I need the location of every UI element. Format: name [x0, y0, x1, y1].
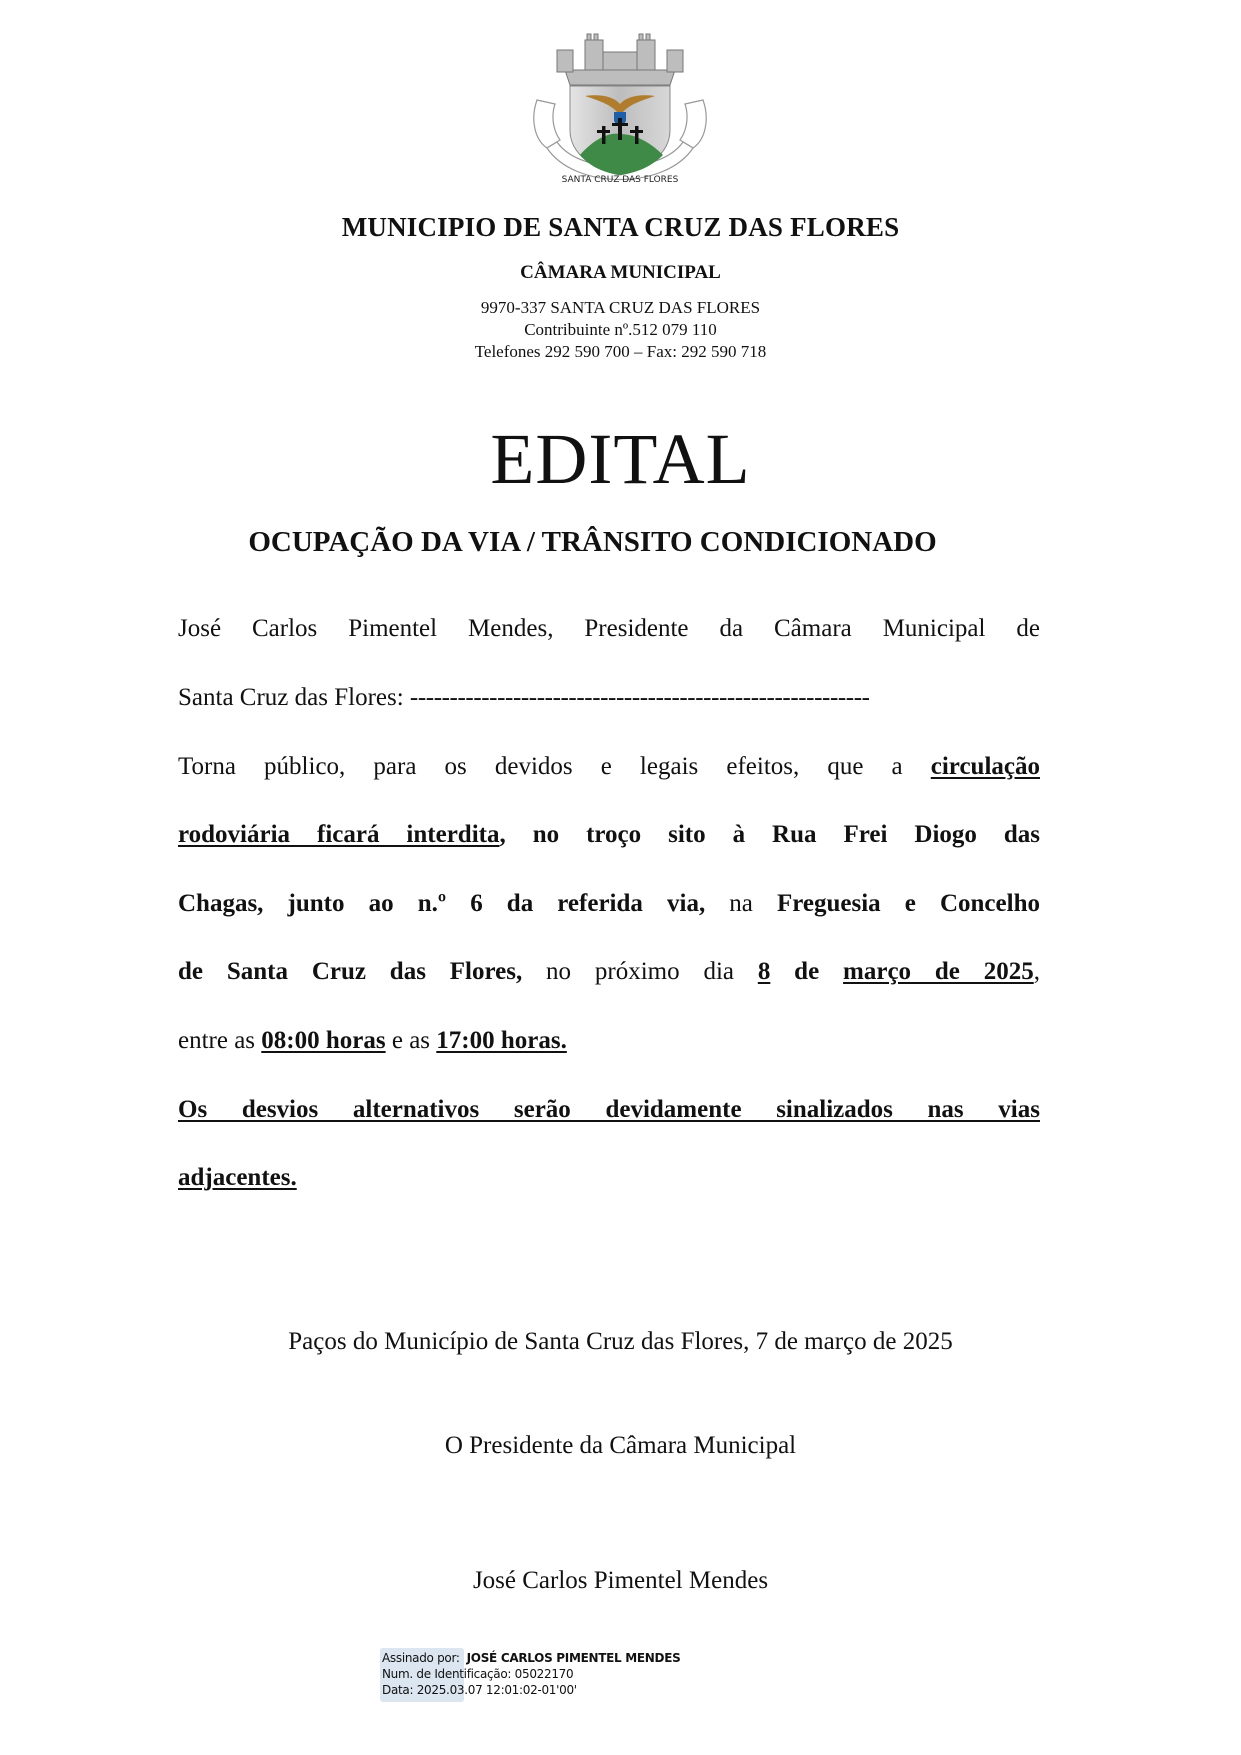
end-time: 17:00 horas. — [436, 1027, 567, 1054]
taxpayer-number: Contribuinte nº.512 079 110 — [524, 320, 717, 339]
signature-signed-by — [382, 1650, 680, 1666]
emphasis-text: de Santa Cruz das Flores, — [178, 958, 523, 985]
municipality-name: MUNICIPIO DE SANTA CRUZ DAS FLORES — [341, 212, 900, 242]
body-line: José Carlos Pimentel Mendes, Presidente da Câmara Municipal de — [178, 615, 1040, 642]
emphasis-day: 8 — [757, 958, 771, 985]
body-text: e as — [385, 1027, 437, 1054]
crest-motto: SANTA CRUZ DAS FLORES — [561, 175, 679, 185]
signatory-title: O Presidente da Câmara Municipal — [444, 1432, 797, 1459]
body-line — [178, 957, 1040, 987]
body-line: Os desvios alternativos serão devidamente sinalizados nas vias — [178, 1096, 1040, 1123]
document-title: EDITAL — [490, 419, 751, 499]
emphasis-text: rodoviária ficará interdita — [178, 821, 500, 848]
postal-address: 9970-337 SANTA CRUZ DAS FLORES — [480, 298, 761, 317]
council-name: CÂMARA MUNICIPAL — [520, 262, 721, 283]
body-line — [178, 752, 1040, 782]
mural-crown — [557, 34, 683, 85]
body-text: , no troço sito à Rua Frei Diogo das — [499, 821, 1040, 848]
body-text: no próximo dia — [522, 958, 758, 985]
dash-filler: ---------------------------------------------------------- — [409, 684, 870, 711]
body-text: na — [705, 890, 777, 917]
emphasis-text: Freguesia e Concelho — [777, 890, 1040, 917]
signatory-name: José Carlos Pimentel Mendes — [472, 1567, 769, 1594]
emphasis-date: março de 2025 — [843, 958, 1034, 985]
body-line — [178, 683, 1040, 713]
body-line — [178, 889, 1040, 919]
body-text: entre as — [178, 1027, 262, 1054]
body-text: Torna público, para os devidos e legais efeitos, que a — [178, 753, 931, 780]
coat-of-arms-logo — [525, 30, 715, 195]
body-text: Santa Cruz das Flores: — [178, 684, 410, 711]
start-time: 08:00 horas — [261, 1027, 386, 1054]
emphasis-text: de — [770, 958, 844, 985]
body-line — [178, 820, 1040, 850]
signature-date: Data: 2025.03.07 12:01:02-01'00' — [382, 1683, 577, 1697]
phone-fax: Telefones 292 590 700 – Fax: 292 590 718 — [474, 342, 767, 361]
body-line: adjacentes. — [178, 1164, 297, 1191]
signature-id: Num. de Identificação: 05022170 — [382, 1667, 574, 1681]
body-line — [178, 1026, 1040, 1056]
document-subtitle: OCUPAÇÃO DA VIA / TRÂNSITO CONDICIONADO — [248, 526, 937, 558]
body-text: , — [1033, 958, 1040, 985]
emphasis-text: circulação — [930, 753, 1040, 780]
emphasis-text: Chagas, junto ao n.º 6 da referida via, — [178, 890, 706, 917]
signed-by-name: JOSÉ CARLOS PIMENTEL MENDES — [466, 1651, 681, 1665]
place-and-date: Paços do Município de Santa Cruz das Flores, 7 de março de 2025 — [288, 1328, 953, 1355]
signed-by-label: Assinado por: — [382, 1651, 460, 1665]
